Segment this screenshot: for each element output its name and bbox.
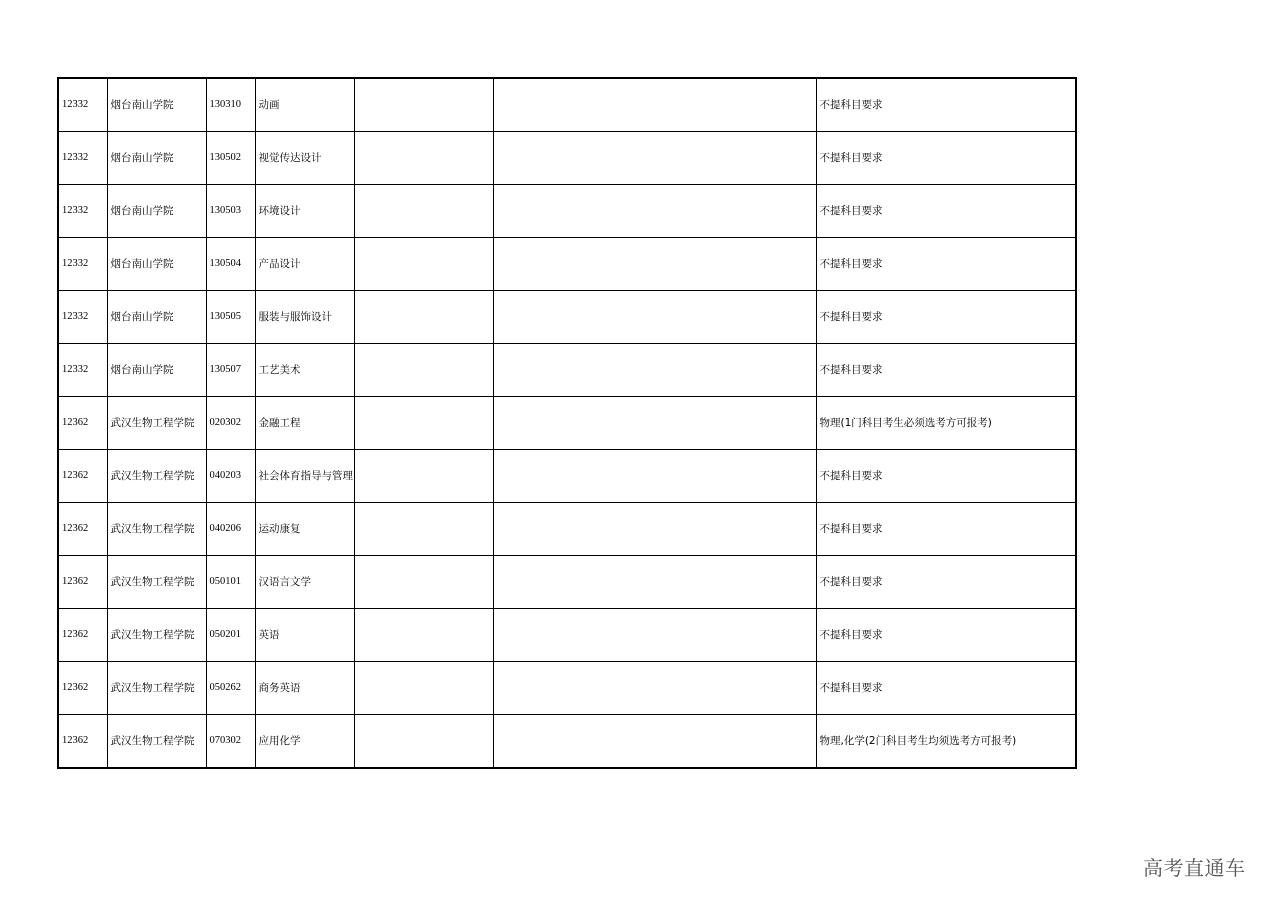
empty-cell [354,715,493,769]
major-name-cell: 汉语言文学 [255,556,354,609]
major-name-cell: 商务英语 [255,662,354,715]
table-row [58,291,1076,344]
school-name-cell: 武汉生物工程学院 [107,715,206,769]
subject-requirement-cell: 不提科目要求 [816,185,1076,238]
table-row [58,503,1076,556]
empty-cell [493,397,816,450]
empty-cell [354,238,493,291]
major-code-cell: 130310 [206,78,255,132]
major-name-cell: 金融工程 [255,397,354,450]
school-code-cell: 12332 [58,132,107,185]
school-code-cell: 12332 [58,238,107,291]
empty-cell [354,291,493,344]
major-name-cell: 应用化学 [255,715,354,769]
table-row [58,344,1076,397]
subject-requirement-cell: 不提科目要求 [816,609,1076,662]
empty-cell [493,238,816,291]
school-code-cell: 12362 [58,662,107,715]
subject-requirement-cell: 不提科目要求 [816,78,1076,132]
subject-requirement-cell: 不提科目要求 [816,503,1076,556]
school-name-cell: 烟台南山学院 [107,132,206,185]
empty-cell [354,556,493,609]
school-code-cell: 12362 [58,503,107,556]
empty-cell [354,132,493,185]
major-name-cell: 英语 [255,609,354,662]
major-name-cell: 动画 [255,78,354,132]
subject-requirement-cell: 不提科目要求 [816,291,1076,344]
school-name-cell: 烟台南山学院 [107,238,206,291]
empty-cell [354,78,493,132]
table-row [58,609,1076,662]
major-code-cell: 130502 [206,132,255,185]
empty-cell [493,78,816,132]
requirements-table [57,77,1077,769]
table-row [58,132,1076,185]
school-name-cell: 烟台南山学院 [107,344,206,397]
school-code-cell: 12362 [58,715,107,769]
major-code-cell: 070302 [206,715,255,769]
empty-cell [493,291,816,344]
table-row [58,238,1076,291]
school-name-cell: 烟台南山学院 [107,78,206,132]
empty-cell [493,662,816,715]
empty-cell [493,715,816,769]
major-code-cell: 050201 [206,609,255,662]
subject-requirement-cell: 不提科目要求 [816,132,1076,185]
major-code-cell: 040203 [206,450,255,503]
major-name-cell: 社会体育指导与管理 [255,450,354,503]
school-code-cell: 12362 [58,397,107,450]
major-code-cell: 050101 [206,556,255,609]
school-name-cell: 武汉生物工程学院 [107,503,206,556]
major-name-cell: 运动康复 [255,503,354,556]
major-code-cell: 040206 [206,503,255,556]
major-code-cell: 130507 [206,344,255,397]
major-name-cell: 环境设计 [255,185,354,238]
table-row [58,450,1076,503]
school-name-cell: 武汉生物工程学院 [107,609,206,662]
major-code-cell: 130504 [206,238,255,291]
school-name-cell: 武汉生物工程学院 [107,556,206,609]
table-row [58,715,1076,769]
school-code-cell: 12332 [58,291,107,344]
subject-requirement-cell: 不提科目要求 [816,450,1076,503]
empty-cell [354,609,493,662]
empty-cell [354,397,493,450]
subject-requirement-cell: 不提科目要求 [816,344,1076,397]
school-code-cell: 12332 [58,185,107,238]
subject-requirement-cell: 不提科目要求 [816,662,1076,715]
empty-cell [354,344,493,397]
major-code-cell: 020302 [206,397,255,450]
table-row [58,556,1076,609]
table-row [58,185,1076,238]
empty-cell [493,132,816,185]
empty-cell [354,503,493,556]
empty-cell [493,185,816,238]
empty-cell [354,662,493,715]
school-name-cell: 烟台南山学院 [107,185,206,238]
empty-cell [493,344,816,397]
subject-requirement-cell: 不提科目要求 [816,238,1076,291]
major-name-cell: 视觉传达设计 [255,132,354,185]
empty-cell [354,185,493,238]
subject-requirement-cell: 物理,化学(2门科目考生均须选考方可报考) [816,715,1076,769]
major-name-cell: 工艺美术 [255,344,354,397]
school-code-cell: 12362 [58,450,107,503]
table-row [58,78,1076,132]
table-body [58,78,1076,768]
subject-requirement-cell: 不提科目要求 [816,556,1076,609]
table-row [58,662,1076,715]
major-name-cell: 产品设计 [255,238,354,291]
table-row [58,397,1076,450]
major-code-cell: 130503 [206,185,255,238]
school-name-cell: 武汉生物工程学院 [107,450,206,503]
empty-cell [493,609,816,662]
major-name-cell: 服装与服饰设计 [255,291,354,344]
school-code-cell: 12332 [58,344,107,397]
empty-cell [493,503,816,556]
subject-requirement-cell: 物理(1门科目考生必须选考方可报考) [816,397,1076,450]
school-name-cell: 武汉生物工程学院 [107,397,206,450]
school-code-cell: 12362 [58,556,107,609]
school-name-cell: 烟台南山学院 [107,291,206,344]
watermark: 高考直通车 [1143,856,1246,880]
school-name-cell: 武汉生物工程学院 [107,662,206,715]
school-code-cell: 12332 [58,78,107,132]
empty-cell [493,450,816,503]
major-code-cell: 050262 [206,662,255,715]
empty-cell [493,556,816,609]
empty-cell [354,450,493,503]
major-code-cell: 130505 [206,291,255,344]
school-code-cell: 12362 [58,609,107,662]
